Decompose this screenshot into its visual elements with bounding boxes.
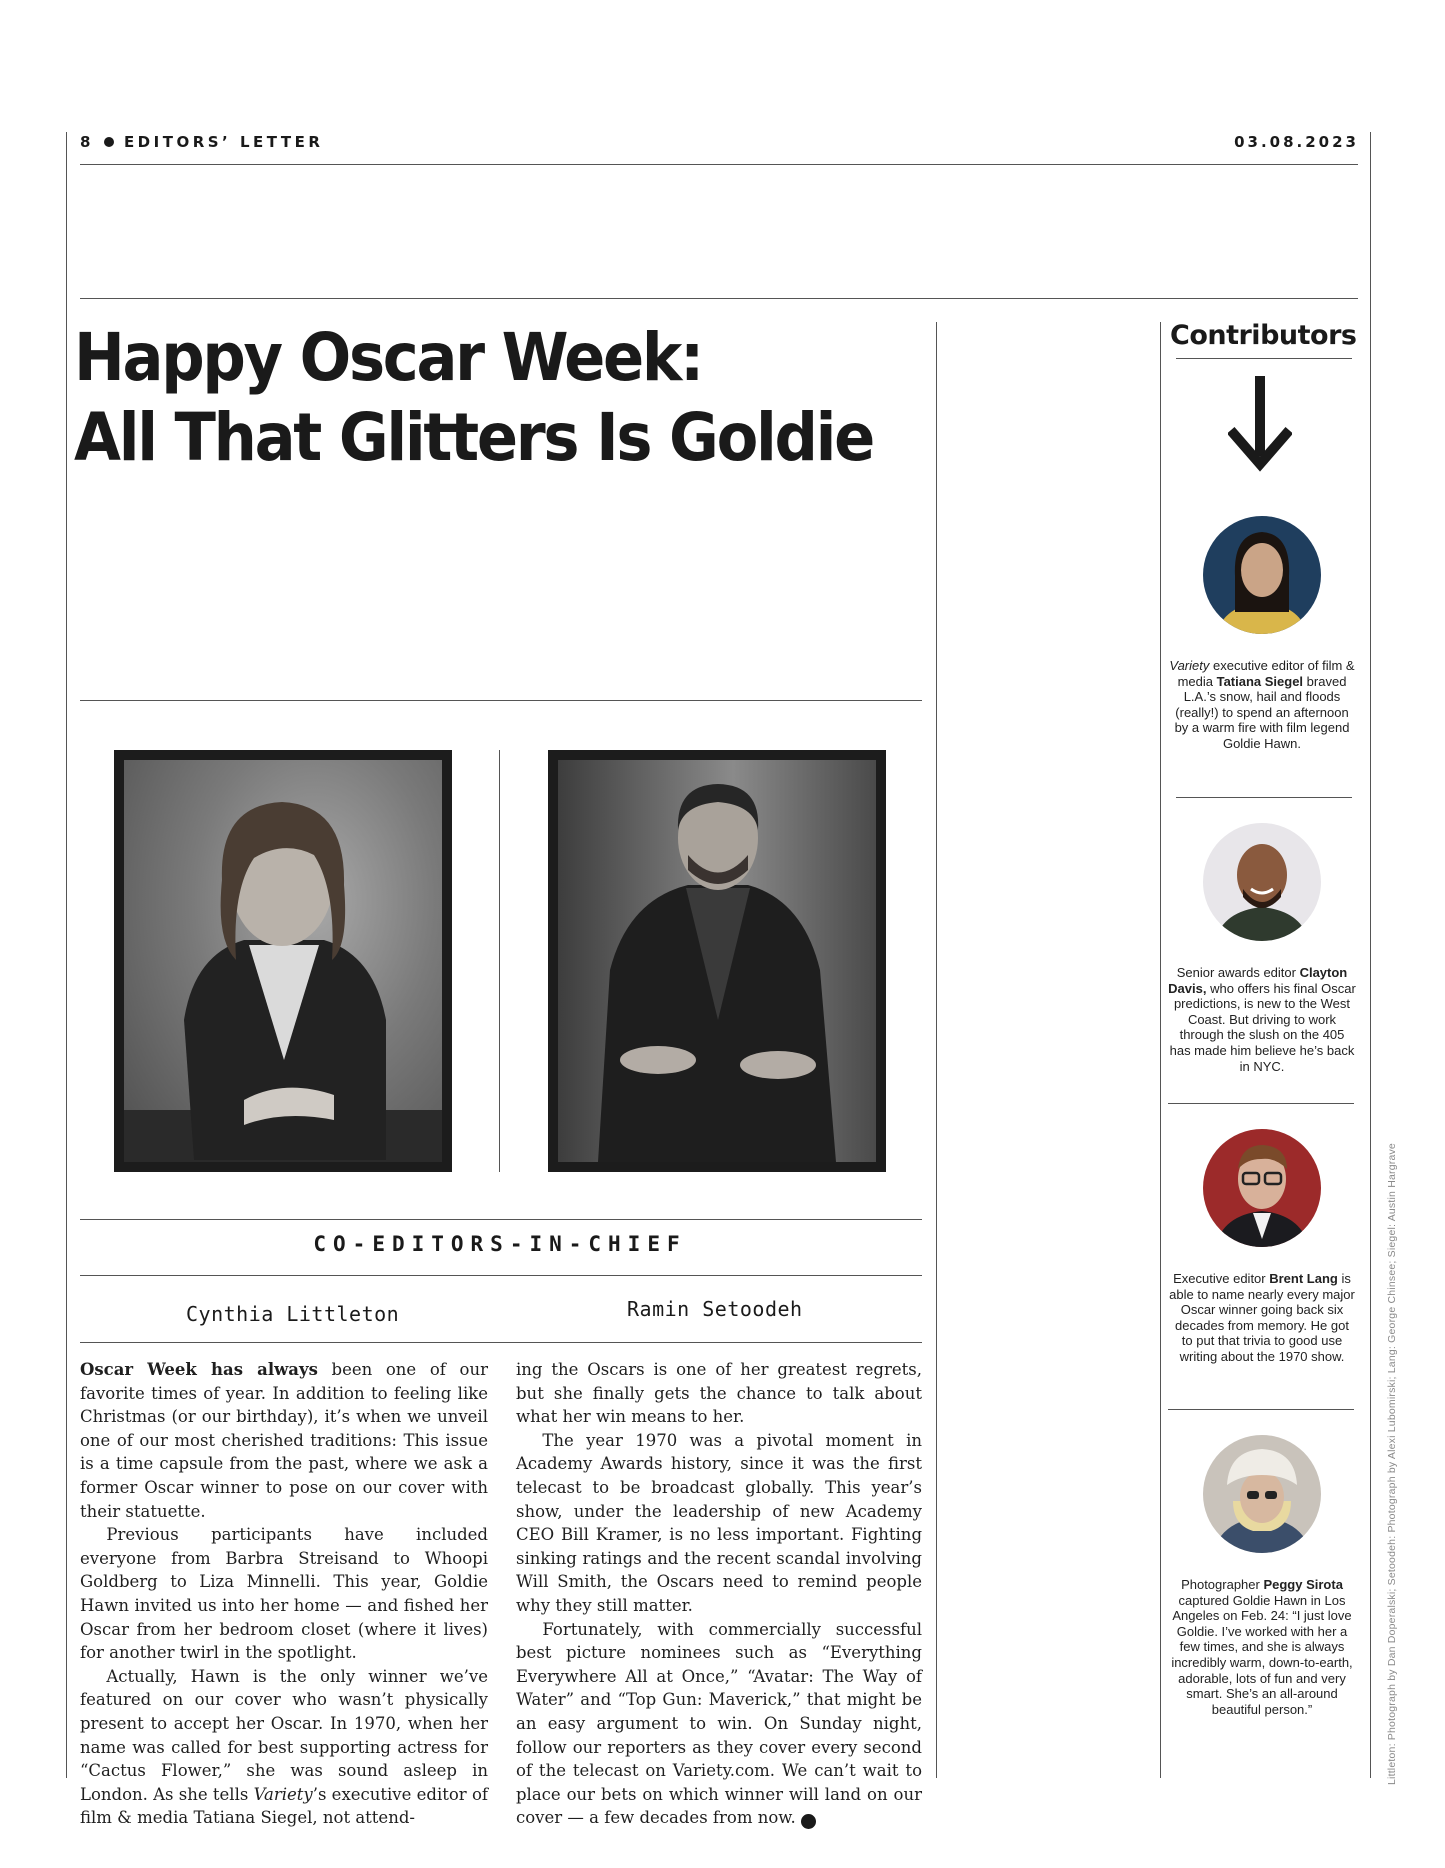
page-number: 8 xyxy=(80,133,94,151)
bio-text: is able to name nearly every major Oscar winner going back six decades from memory. He got to put that trivia to good use writing about the 1970 show. xyxy=(1169,1271,1355,1364)
avatar-tatiana-siegel xyxy=(1203,516,1321,634)
masthead-bottom-rule xyxy=(80,1342,922,1343)
contributor-bio-siegel xyxy=(1168,658,1356,752)
masthead-mid-rule xyxy=(80,1275,922,1276)
contributor-portrait xyxy=(1203,1129,1321,1247)
bio-text: Photographer xyxy=(1181,1577,1264,1592)
contributor-divider xyxy=(1168,1103,1354,1104)
down-arrow-icon xyxy=(1228,372,1292,472)
page-right-rule xyxy=(1370,132,1371,1778)
publication-name: Variety xyxy=(1169,658,1210,673)
contributor-name: Clayton Davis, xyxy=(1168,965,1348,996)
paragraph xyxy=(80,1358,488,1523)
bio-text: Senior awards editor xyxy=(1176,965,1300,980)
contributor-portrait xyxy=(1203,823,1321,941)
headline-line-1: Happy Oscar Week: xyxy=(74,319,703,396)
photo-divider xyxy=(499,750,500,1172)
main-column-divider xyxy=(936,322,937,1778)
portrait-woman-figure xyxy=(124,760,442,1162)
editor-name-left: Cynthia Littleton xyxy=(186,1302,400,1326)
variety-v-icon: v xyxy=(801,1814,816,1829)
editor-name-right: Ramin Setoodeh xyxy=(627,1297,803,1321)
folio xyxy=(80,133,323,151)
article-column-1 xyxy=(80,1358,488,1830)
contributor-bio-davis xyxy=(1168,965,1356,1074)
contributor-divider xyxy=(1168,1409,1354,1410)
bio-text: braved L.A.’s snow, hail and floods (really!) to spend an afternoon by a warm fire with film legend Goldie Hawn. xyxy=(1174,673,1350,751)
paragraph xyxy=(516,1618,922,1830)
section-label: EDITORS’ LETTER xyxy=(123,133,324,151)
publication-name: Variety xyxy=(253,1784,313,1804)
bio-text: who offers his final Oscar predictions, is new to the West Coast. But driving to work through the slush on the 405 has made him believe he’s back in NYC. xyxy=(1169,980,1356,1074)
header-rule xyxy=(80,164,1358,165)
masthead-top-rule xyxy=(80,1219,922,1220)
bio-text: executive editor of film & media xyxy=(1177,658,1355,689)
paragraph-text: been one of our favorite times of year. In addition to feeling like Christmas (or our birthday), it’s when we unveil one of our most cherished traditions: This issue is a time capsule from the past, where we ask a former Oscar winner to pose on our cover with their statuette. xyxy=(80,1360,488,1521)
paragraph: ing the Oscars is one of her greatest regrets, but she finally gets the chance to talk about what her win means to her. xyxy=(516,1360,922,1427)
headline-line-2: All That Glitters Is Goldie xyxy=(74,399,874,476)
bullet-dot-icon xyxy=(104,137,114,147)
contributors-title-rule xyxy=(1176,358,1352,359)
paragraph-text: Fortunately, with commercially successful best picture nominees such as “Everything Everywhere All at Once,” “Avatar: The Way of Water” and “Top Gun: Maverick,” that might be an easy argument to win. On Sunday night, follow our reporters as they cover every second of the telecast on Variety.com. We can’t wait to place our bets on which winner will land on our cover — a few decades from now. xyxy=(516,1619,922,1828)
paragraph-text: ’s executive editor of film & media Tatiana Siegel, not attend- xyxy=(80,1784,488,1828)
top-section-rule xyxy=(80,298,1358,299)
contributor-portrait xyxy=(1203,516,1321,634)
contributor-name: Brent Lang xyxy=(1269,1271,1338,1286)
co-editors-label: CO-EDITORS-IN-CHIEF xyxy=(313,1232,687,1256)
contributor-name: Tatiana Siegel xyxy=(1216,673,1304,689)
bio-text: captured Goldie Hawn in Los Angeles on Feb. 24: “I just love Goldie. I’ve worked with her a few times, and she is always incredibly warm, down-to-earth, adorable, lots of fun and very smart. She’s an all-around beautiful person.” xyxy=(1171,1592,1353,1717)
contributor-divider xyxy=(1176,797,1352,798)
avatar-clayton-davis xyxy=(1203,823,1321,941)
editor-photo-setoodeh xyxy=(548,750,886,1172)
paragraph xyxy=(80,1665,488,1830)
editor-photo-littleton xyxy=(114,750,452,1172)
contributor-bio-sirota xyxy=(1168,1577,1356,1717)
avatar-brent-lang xyxy=(1203,1129,1321,1247)
paragraph: Previous participants have included everyone from Barbra Streisand to Whoopi Goldberg to Liza Minnelli. This year, Goldie Hawn invited us into her home — and fished her Oscar from her bedroom closet (where it lives) for another twirl in the spotlight. xyxy=(80,1525,488,1663)
bio-text: Executive editor xyxy=(1173,1271,1270,1286)
page-title xyxy=(74,318,874,478)
paragraph-text: Actually, Hawn is the only winner we’ve featured on our cover who wasn’t physically present to accept her Oscar. In 1970, when her name was called for best supporting actress for “Cactus Flower,” she was sound asleep in London. As she tells xyxy=(80,1666,488,1804)
contributor-bio-lang xyxy=(1168,1271,1356,1365)
contributor-name: Peggy Sirota xyxy=(1263,1577,1343,1592)
portrait-man-figure xyxy=(558,760,876,1162)
issue-date: 03.08.2023 xyxy=(1234,133,1359,151)
headline-bottom-rule xyxy=(80,700,922,701)
photo-credit: Littleton: Photograph by Dan Doperalski; Setoodeh: Photograph by Alexi Lubomirski; Lang: George Chinsee; Siegel: Austin Hargrave xyxy=(1386,1143,1398,1785)
lead-in: Oscar Week has always xyxy=(80,1360,318,1379)
paragraph: The year 1970 was a pivotal moment in Academy Awards history, since it was the first telecast to be broadcast globally. This year’s show, under the leadership of new Academy CEO Bill Kramer, is no less important. Fighting sinking ratings and the recent scandal involving Will Smith, the Oscars need to remind people why they still matter. xyxy=(516,1430,922,1615)
contributors-title: Contributors xyxy=(1170,320,1357,351)
sidebar-divider xyxy=(1160,322,1161,1778)
contributor-portrait xyxy=(1203,1435,1321,1553)
avatar-peggy-sirota xyxy=(1203,1435,1321,1553)
article-column-2 xyxy=(516,1358,922,1830)
page-left-rule xyxy=(66,132,67,1778)
